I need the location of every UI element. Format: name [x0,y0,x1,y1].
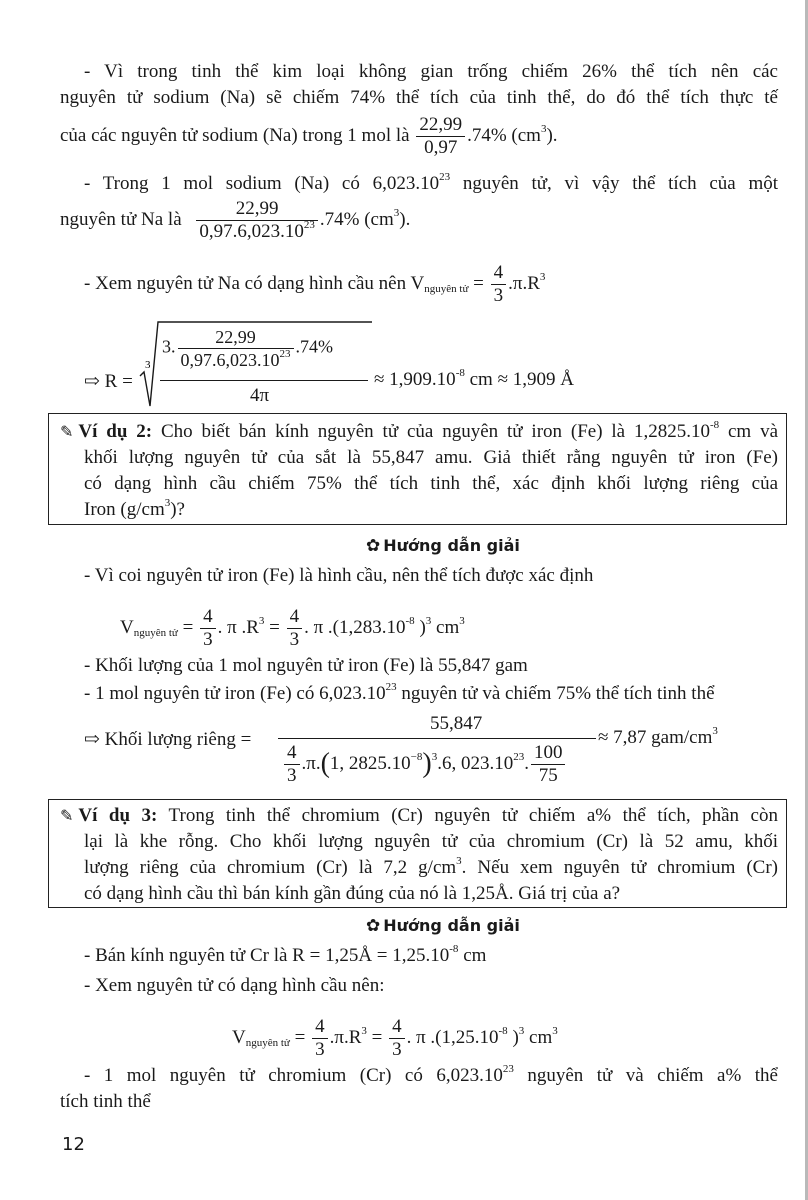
solution-line: - Vì coi nguyên tử iron (Fe) là hình cầu, nên thể tích được xác định [84,565,594,586]
solution-line: - 1 mol nguyên tử chromium (Cr) có 6,023.10$^{23}$ nguyên tử và chiếm a% thể [84,1063,778,1086]
paragraph-line: nguyên tử Na là $\frac{22,99}{0,97.6,023.10^{23}}$ .74% $(cm^3)$. [60,198,411,242]
density-result: ≈ 7,87 gam/$cm^3$ [598,725,718,748]
example-line: lại là khe rỗng. Cho khối lượng nguyên tử của chromium (Cr) là 52 amu, khối [84,831,778,852]
example-line: lượng riêng của chromium (Cr) là 7,2 $g/cm^3$. Nếu xem nguyên tử chromium (Cr) [84,855,778,878]
arrow-icon: ⇨ R = [84,371,133,392]
paragraph-line: - Trong 1 mol sodium (Na) có 6,023.10$^{23}$ nguyên tử, vì vậy thể tích của một [84,171,779,194]
paragraph-line: nguyên tử sodium (Na) sẽ chiếm 74% thể tích của tinh thể, do đó thể tích thực tế [60,87,778,108]
fraction-bar [278,738,596,739]
paragraph-line: - Vì trong tinh thể kim loại không gian trống chiếm 26% thể tích nên các [84,61,778,82]
fraction: $\frac{22,99}{0,97.6,023.10^{23}}$ [196,198,318,243]
fraction-bar [160,380,368,381]
fraction: $\frac{22,99}{0,97}$ [416,114,465,159]
solution-line: - Bán kính nguyên tử Cr là R = 1,25Å = $1,25.10^{-8}$ cm [84,943,487,966]
root-inner-numerator: 3. $\frac{22,99}{0,97.6,023.10^{23}}$ .74% [162,327,333,370]
paragraph-line: - Xem nguyên tử Na có dạng hình cầu nên $V_{nguyên tử}$ = $\frac{4}{3}$ $.\pi.R^3$ [84,262,546,306]
example-line: có dạng hình cầu chiếm 75% thể tích tinh thể, xác định khối lượng riêng của [84,473,778,494]
svg-text:3: 3 [145,359,151,371]
root-denominator: 4π [250,385,270,406]
pen-icon: ✎ [60,422,74,441]
flower-icon: ✿ [366,916,381,936]
fraction: $\frac{4}{3}$ [491,262,507,307]
solution-line: - Xem nguyên tử có dạng hình cầu nên: [84,975,385,996]
density-numerator: 55,847 [430,713,483,734]
solution-line: - 1 mol nguyên tử iron (Fe) có 6,023.10$^{23}$ nguyên tử và chiếm 75% thể tích tinh thể [84,681,715,704]
example-line: khối lượng nguyên tử của sắt là 55,847 amu. Giả thiết rằng nguyên tử iron (Fe) [84,447,778,468]
solution-line: tích tinh thể [60,1091,151,1112]
flower-icon: ✿ [366,536,381,556]
example-line: có dạng hình cầu thì bán kính gần đúng của nó là 1,25Å. Giá trị của a? [84,883,621,904]
density-denominator: $\frac{4}{3}$ .π.(1, $2825.10^{-8})^3.6$, 023.10$^{23}$. $\frac{100}{75}$ [282,742,567,787]
formula-line: $V_{nguyên tử}$ = $\frac{4}{3}$ $.\pi.R^3$ = $\frac{4}{3}$ . π $.(1,25.10^{-8}$ )$^3$ $cm^3$ [232,1016,558,1060]
hint-heading: ✿ Hướng dẫn giải [366,916,520,936]
formula-line: $V_{nguyên tử}$ = $\frac{4}{3}$ . π $.R^3$ = $\frac{4}{3}$ . π $.(1,283.10^{-8}$ )$^3$ $cm^3$ [120,606,465,650]
solution-line: - Khối lượng của 1 mol nguyên tử iron (Fe) là 55,847 gam [84,655,528,676]
example-line: ✎ Ví dụ 3: Trong tinh thể chromium (Cr) nguyên tử chiếm a% thể tích, phần còn [60,805,778,826]
paragraph-line: của các nguyên tử sodium (Na) trong 1 mol là $\frac{22,99}{0,97}$ .74% $(cm^3)$. [60,114,558,158]
example-line: Iron $(g/cm^3)$? [84,497,185,520]
root-result: ≈ $1,909.10^{-8}$ cm ≈ 1,909 Å [374,367,574,390]
page-number: 12 [62,1134,85,1155]
arrow-icon: ⇨ Khối lượng riêng = [84,729,252,750]
pen-icon: ✎ [60,806,74,825]
example-line: ✎ Ví dụ 2: Cho biết bán kính nguyên tử của nguyên tử iron (Fe) là $1,2825.10^{-8}$ cm và [60,419,778,442]
hint-heading: ✿ Hướng dẫn giải [366,536,520,556]
